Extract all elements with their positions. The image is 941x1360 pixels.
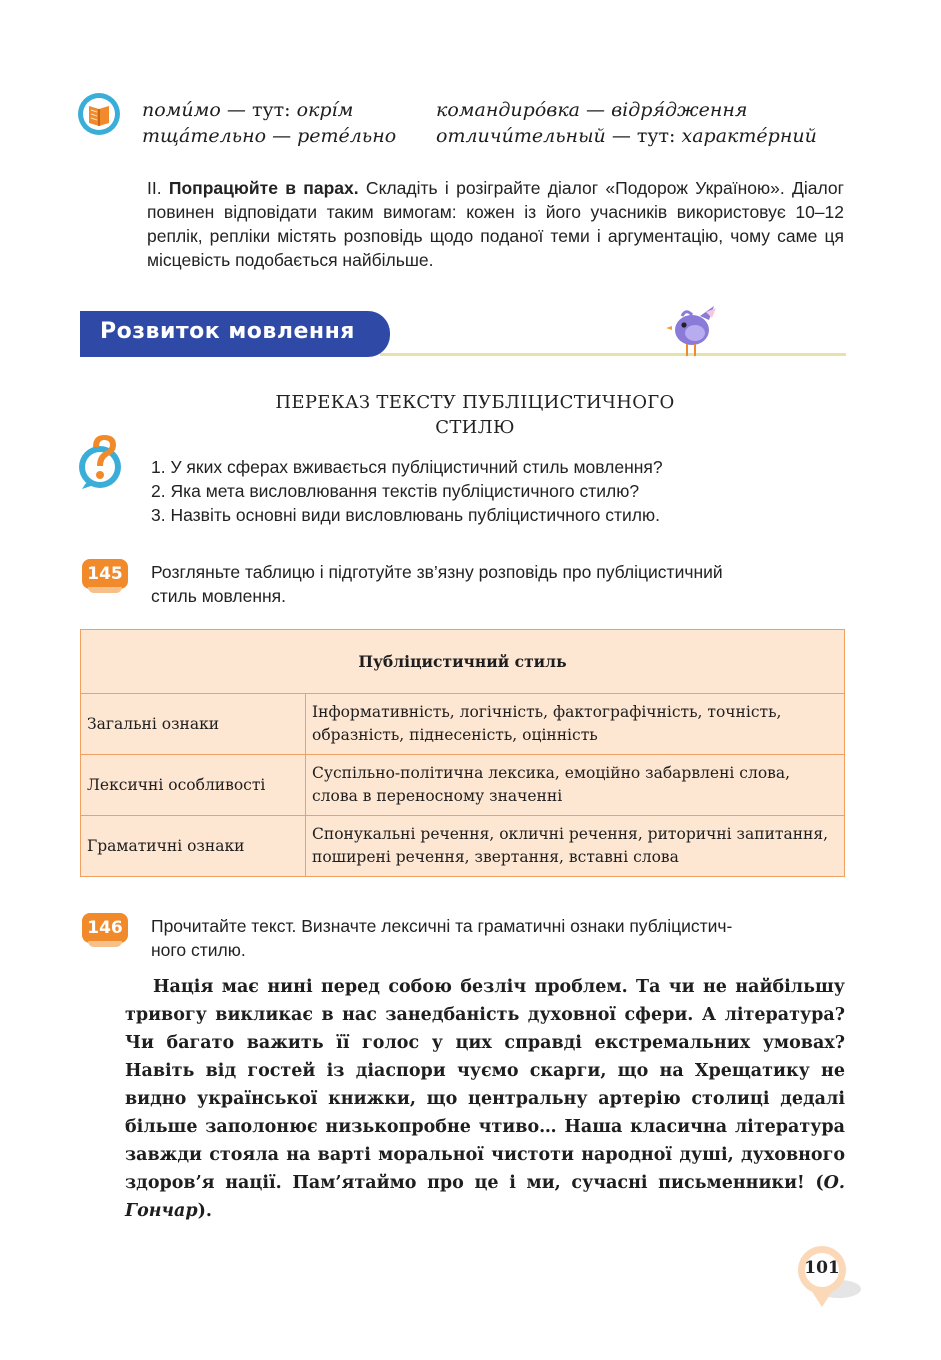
section-title: Розвиток мовлення: [100, 319, 355, 344]
lesson-heading: ПЕРЕКАЗ ТЕКСТУ ПУБЛІЦИСТИЧНОГО СТИЛЮ: [275, 392, 675, 438]
vocab-left-row-2: тщáтельно — ретéльно: [142, 125, 397, 147]
exercise-146-text: Прочитайте текст. Визначте лексичні та граматичні ознаки публіцистич- ного стилю.: [151, 916, 733, 960]
question-icon: [76, 433, 126, 489]
exercise-number-badge: 145: [82, 559, 128, 589]
style-table: [80, 629, 845, 877]
question-item: 2. Яка мета висловлювання текстів публіцистичного стилю?: [151, 481, 640, 501]
table-header: Публіцистичний стиль: [81, 630, 845, 694]
table-row-value: Суспільно-політична лексика, емоційно забарвлені слова, слова в переносному значенні: [306, 755, 845, 816]
questions-list: [151, 455, 663, 527]
bird-icon: [662, 298, 722, 360]
page-number-marker: [795, 1245, 863, 1309]
page-number: 101: [804, 1258, 840, 1278]
task-2-paragraph: II. Попрацюйте в парах. Складіть і розіграйте діалог «Подорож Україною». Діалог повинен відповідати таким вимогам: кожен із його учасників використовує 10–12 реплік, репліки містять розповідь щодо поданої теми і аргументацію, чому саме ця місцевість подобається найбільше.: [147, 178, 845, 270]
table-row-label: Загальні ознаки: [81, 694, 306, 755]
table-row-label: Лексичні особливості: [81, 755, 306, 816]
reading-passage: Нація має нині перед собою безліч проблем. Та чи не найбільшу тривогу викликає в нас занедбаність духовної сфери. А література? Чи багато важить її голос у цих справді екстремальних умовах? Навіть від гостей із діаспори чуємо скарги, що на Хрещатику не видно української книжки, що центральну артерію столиці дедалі більше заполонює низькопробне чтиво… Наша класична література завжди стояла на варті моральної чистоти народної душі, духовного здоров’я нації. Пам’ятаймо про це і ми, сучасні письменники! (О. Гончар).: [125, 977, 845, 1221]
question-item: 3. Назвіть основні види висловлювань публіцистичного стилю.: [151, 505, 660, 525]
vocab-right-row-2: отличúтельный — тут: характéрний: [436, 125, 817, 147]
table-row-label: Граматичні ознаки: [81, 816, 306, 877]
book-icon: [77, 92, 121, 136]
vocab-left-row-1: помúмо — тут: окрíм: [142, 99, 354, 121]
section-banner: [80, 311, 390, 357]
section-divider: [380, 353, 846, 356]
vocab-right-row-1: командирóвка — відря́дження: [436, 99, 748, 121]
passage-author: О. Гончар: [125, 1173, 845, 1221]
question-item: 1. У яких сферах вживається публіцистичний стиль мовлення?: [151, 457, 663, 477]
table-row: [81, 694, 845, 755]
table-row-value: Спонукальні речення, окличні речення, риторичні запитання, поширені речення, звертання, вставні слова: [306, 816, 845, 877]
exercise-number-badge: 146: [82, 913, 128, 943]
table-row-value: Інформативність, логічність, фактографічність, точність, образність, піднесеність, оцінність: [306, 694, 845, 755]
table-row: [81, 816, 845, 877]
table-row: [81, 755, 845, 816]
exercise-145-text: Розгляньте таблицю і підготуйте зв’язну розповідь про публіцистичний стиль мовлення.: [151, 562, 723, 606]
